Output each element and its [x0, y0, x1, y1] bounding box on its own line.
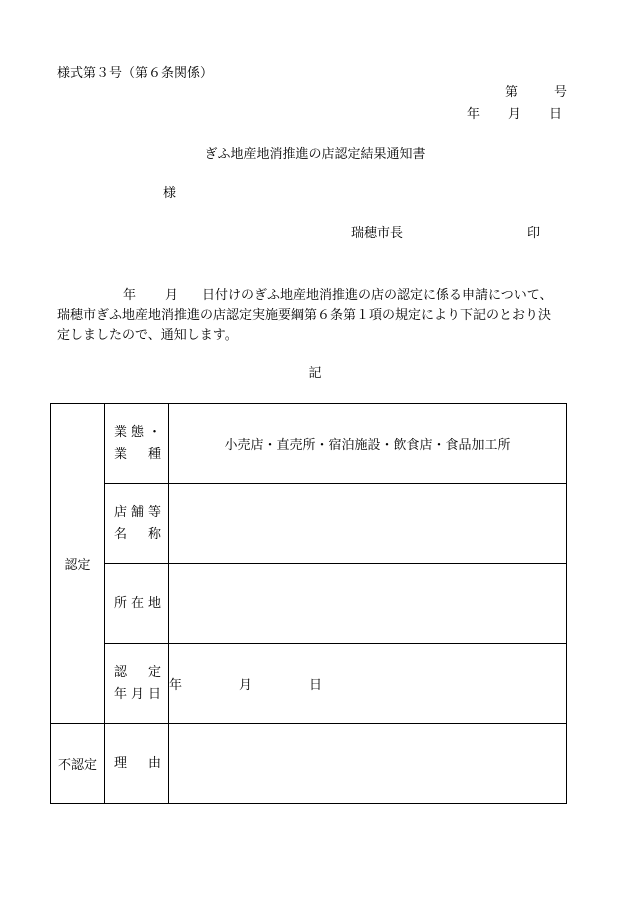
business-type-label-line2: 業種: [114, 446, 161, 462]
document-title: ぎふ地産地消推進の店認定結果通知書: [204, 147, 426, 162]
seal-mark: 印: [527, 226, 541, 241]
body-line-1: [57, 286, 577, 306]
approved-label-cell: [51, 404, 105, 724]
body-month: 月: [165, 288, 179, 303]
issuer-name: 瑞穂市長: [351, 226, 404, 241]
number-label: 第: [505, 85, 519, 100]
form-label: 様式第３号（第６条関係）: [57, 66, 214, 81]
reason-label-cell: [105, 724, 169, 804]
table-row: [51, 724, 567, 804]
table-row: [51, 644, 567, 724]
location-label-cell: [105, 564, 169, 644]
cert-year: 年: [169, 678, 183, 693]
store-name-label-line1: 店舗等: [114, 504, 161, 520]
body-line-2: 瑞穂市ぎふ地産地消推進の店認定実施要綱第６条第１項の規定により下記のとおり決: [57, 308, 552, 323]
issue-day: 日: [549, 107, 563, 122]
approved-label: 認定: [64, 558, 91, 573]
certification-table: [50, 403, 567, 804]
cert-date-label-line1: 認定: [114, 664, 161, 680]
cert-day: 日: [309, 678, 323, 693]
business-type-value: 小売店・直売所・宿泊施設・飲食店・食品加工所: [169, 404, 567, 484]
business-type-label-line1: 業態・: [114, 424, 161, 440]
location-label: 所在地: [114, 595, 161, 611]
issue-month: 月: [508, 107, 522, 122]
number-suffix: 号: [554, 85, 568, 100]
store-name-label-cell: [105, 484, 169, 564]
issue-year: 年: [467, 107, 481, 122]
reason-label: 理由: [114, 755, 161, 771]
body-line-1-text: 日付けのぎふ地産地消推進の店の認定に係る申請について、: [202, 288, 553, 303]
ki-heading: 記: [308, 366, 322, 381]
cert-date-value[interactable]: [169, 644, 567, 724]
cert-date-label-line2: 年月日: [114, 686, 161, 702]
business-type-label-cell: [105, 404, 169, 484]
notice-body: [57, 286, 577, 346]
store-name-label-line2: 名称: [114, 526, 161, 542]
cert-month: 月: [239, 678, 253, 693]
table-row: [51, 564, 567, 644]
location-value[interactable]: [169, 564, 567, 644]
cert-date-label-cell: [105, 644, 169, 724]
reason-value[interactable]: [169, 724, 567, 804]
document-number-line: [505, 86, 567, 99]
table-row: [51, 404, 567, 484]
body-line-3: 定しましたので、通知します。: [57, 328, 238, 343]
body-year: 年: [123, 288, 137, 303]
rejected-label-cell: [51, 724, 105, 804]
rejected-label: 不認定: [57, 758, 97, 773]
addressee-suffix: 様: [163, 186, 177, 201]
table-row: [51, 484, 567, 564]
store-name-value[interactable]: [169, 484, 567, 564]
issue-date-line: [467, 108, 562, 121]
